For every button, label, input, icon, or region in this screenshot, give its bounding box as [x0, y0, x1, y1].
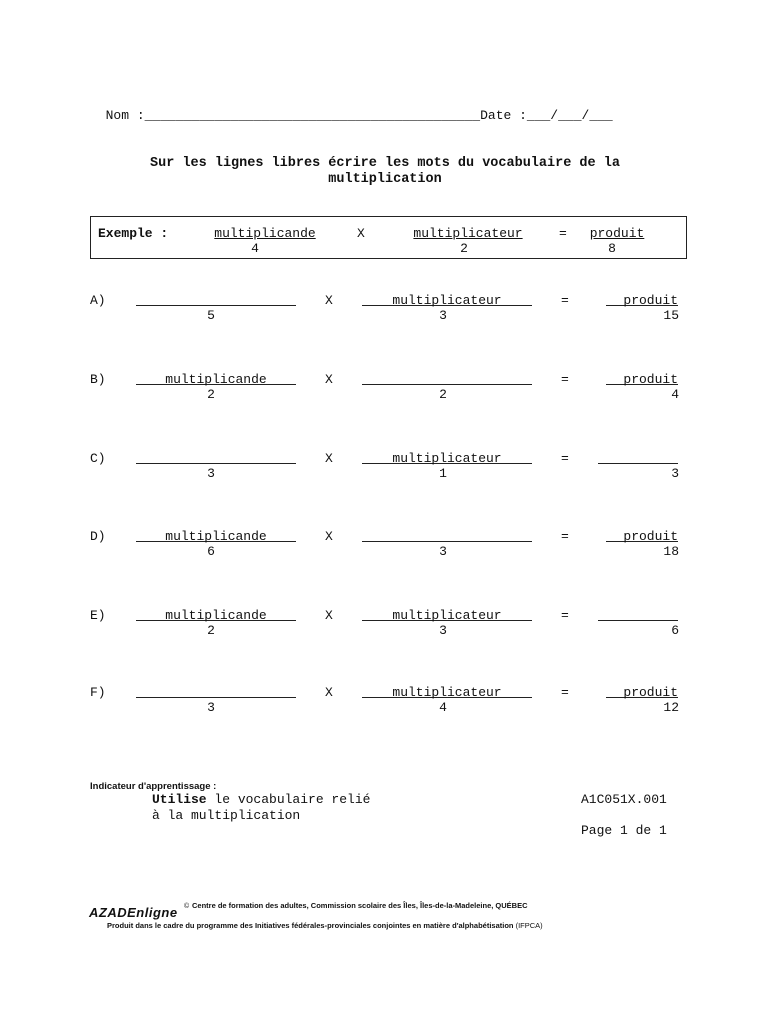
middle-number: 2: [439, 387, 447, 402]
middle-number: 4: [439, 700, 447, 715]
right-number: 3: [671, 466, 679, 481]
left-answer-word: multiplicande: [165, 372, 267, 387]
exercise-letter: B): [90, 372, 106, 387]
right-answer-word: produit: [623, 372, 678, 387]
equals-sign: =: [561, 293, 569, 308]
right-answer-word: produit: [623, 685, 678, 700]
title-line-2: multiplication: [328, 172, 442, 187]
equals-sign: =: [561, 451, 569, 466]
left-answer-line[interactable]: [136, 697, 296, 698]
date-label: Date :: [480, 108, 527, 123]
middle-number: 3: [439, 544, 447, 559]
equals-sign: =: [561, 372, 569, 387]
indicator-label: Indicateur d'apprentissage :: [90, 781, 217, 792]
example-label: Exemple :: [98, 226, 169, 241]
left-number: 2: [207, 387, 215, 402]
name-label: Nom :: [105, 108, 145, 123]
right-number: 12: [663, 700, 679, 715]
middle-answer-line[interactable]: [362, 541, 532, 542]
right-answer-line[interactable]: [598, 463, 678, 464]
left-number: 3: [207, 466, 215, 481]
left-answer-line[interactable]: [136, 305, 296, 306]
date-line[interactable]: ___/___/___: [526, 108, 613, 123]
middle-number: 3: [439, 623, 447, 638]
times-sign: X: [325, 529, 333, 544]
middle-answer-word: multiplicateur: [392, 608, 502, 623]
right-answer-word: produit: [623, 293, 678, 308]
times-sign: X: [325, 608, 333, 623]
middle-number: 3: [439, 308, 447, 323]
name-field-row: [90, 93, 613, 123]
name-line[interactable]: ___________________________________________: [144, 108, 481, 123]
exercise-letter: C): [90, 451, 106, 466]
instructions-title: [85, 156, 685, 188]
right-answer-word: produit: [623, 529, 678, 544]
example-multiplicande: multiplicande: [214, 226, 316, 241]
exercise-letter: A): [90, 293, 106, 308]
times-sign: X: [325, 685, 333, 700]
exercise-letter: D): [90, 529, 106, 544]
exercise-letter: E): [90, 608, 106, 623]
example-left-number: 4: [251, 241, 259, 256]
title-line-1: Sur les lignes libres écrire les mots du vocabulaire de la: [150, 156, 620, 171]
left-number: 3: [207, 700, 215, 715]
equals-sign: =: [561, 529, 569, 544]
middle-answer-word: multiplicateur: [392, 685, 502, 700]
program-text: Produit dans le cadre du programme des Initiatives fédérales-provinciales conjointes en matière d'alphabétisation: [107, 921, 514, 930]
left-number: 2: [207, 623, 215, 638]
right-number: 15: [663, 308, 679, 323]
example-right-number: 8: [608, 241, 616, 256]
example-produit: produit: [589, 226, 645, 241]
indicator-text: [152, 792, 370, 807]
times-sign: X: [325, 372, 333, 387]
indicator-rest: le vocabulaire relié: [206, 792, 371, 807]
page-number: Page 1 de 1: [581, 823, 667, 838]
example-equals-sign: =: [559, 226, 567, 241]
left-answer-word: multiplicande: [165, 608, 267, 623]
right-answer-line[interactable]: [598, 620, 678, 621]
middle-answer-line[interactable]: [362, 384, 532, 385]
middle-answer-word: multiplicateur: [392, 293, 502, 308]
middle-answer-word: multiplicateur: [392, 451, 502, 466]
example-times-sign: X: [357, 226, 365, 241]
indicator-bold: Utilise: [152, 792, 207, 807]
program-line: [107, 921, 543, 930]
exercise-letter: F): [90, 685, 106, 700]
times-sign: X: [325, 293, 333, 308]
brand-logo: AZADEnligne: [89, 905, 178, 920]
document-code: A1C051X.001: [581, 792, 667, 807]
left-number: 6: [207, 544, 215, 559]
example-middle-number: 2: [460, 241, 468, 256]
middle-number: 1: [439, 466, 447, 481]
organization-line: Centre de formation des adultes, Commission scolaire des Îles, Îles-de-la-Madeleine, QUÉBEC: [192, 901, 528, 910]
right-number: 6: [671, 623, 679, 638]
left-number: 5: [207, 308, 215, 323]
left-answer-word: multiplicande: [165, 529, 267, 544]
copyright-symbol: ©: [184, 903, 190, 910]
right-number: 18: [663, 544, 679, 559]
equals-sign: =: [561, 685, 569, 700]
right-number: 4: [671, 387, 679, 402]
program-abbr: (IFPCA): [513, 921, 543, 930]
example-multiplicateur: multiplicateur: [413, 226, 523, 241]
equals-sign: =: [561, 608, 569, 623]
left-answer-line[interactable]: [136, 463, 296, 464]
times-sign: X: [325, 451, 333, 466]
indicator-line-2: à la multiplication: [152, 808, 301, 823]
